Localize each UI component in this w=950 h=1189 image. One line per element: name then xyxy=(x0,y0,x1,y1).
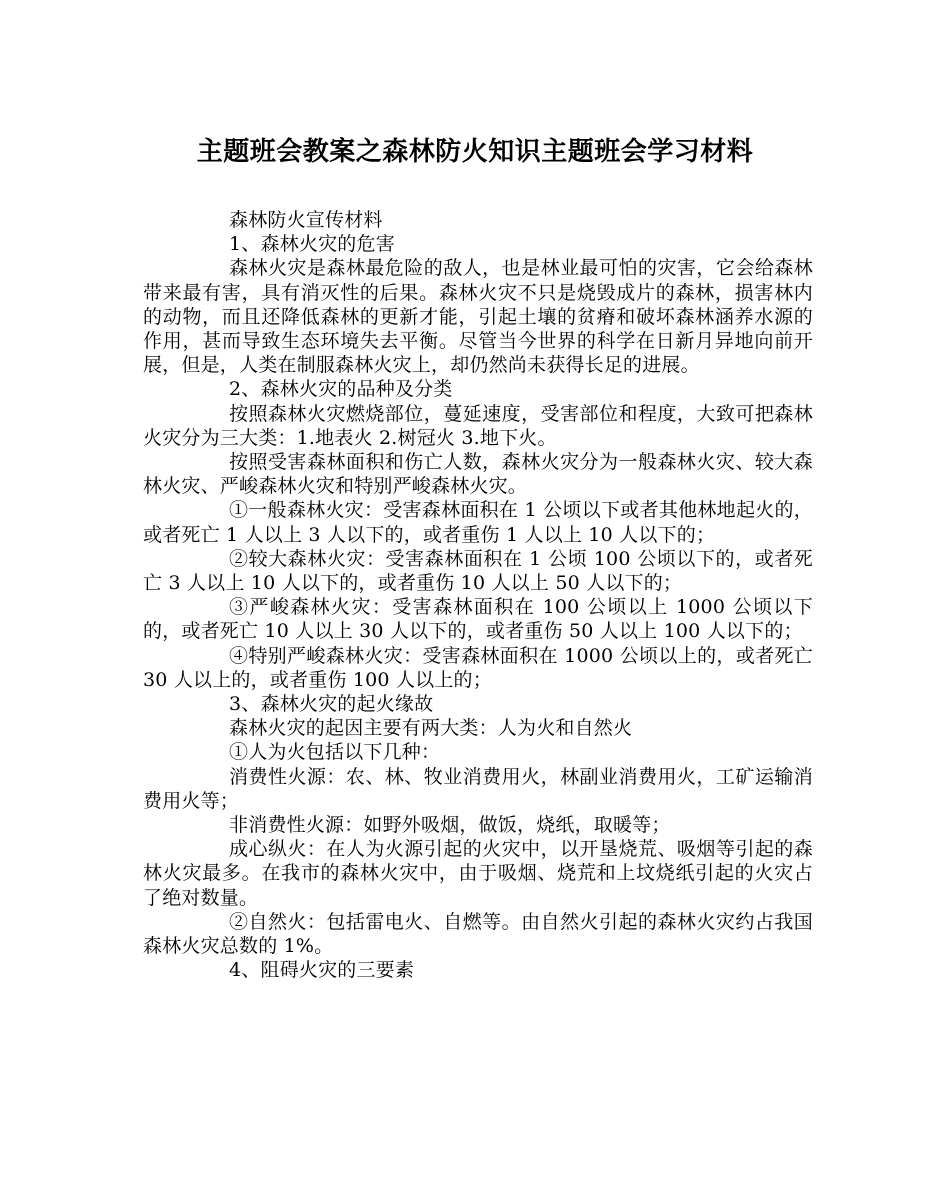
section-heading: 2、森林火灾的品种及分类 xyxy=(229,378,453,401)
doc-paragraph: ④特别严峻森林火灾：受害森林面积在 1000 公顷以上的，或者死亡 30 人以上的，或者重伤 100 人以上的； xyxy=(143,644,813,691)
section-heading: 1、森林火灾的危害 xyxy=(229,233,395,256)
section-heading: 4、阻碍火灾的三要素 xyxy=(229,959,415,982)
doc-paragraph: 成心纵火：在人为火源引起的火灾中，以开垦烧荒、吸烟等引起的森林火灾最多。在我市的森林火灾中，由于吸烟、烧荒和上坟烧纸引起的火灾占了绝对数量。 xyxy=(143,838,813,909)
doc-paragraph: 森林火灾是森林最危险的敌人，也是林业最可怕的灾害，它会给森林带来最有害，具有消灭性的后果。森林火灾不只是烧毁成片的森林，损害林内的动物，而且还降低森林的更新才能，引起土壤的贫瘠和破坏森林涵养水源的作用，甚而导致生态环境失去平衡。尽管当今世界的科学在日新月异地向前开展，但是，人类在制服森林火灾上，却仍然尚未获得长足的进展。 xyxy=(143,257,813,377)
doc-paragraph: 按照森林火灾燃烧部位，蔓延速度，受害部位和程度，大致可把森林火灾分为三大类：1.地表火 2.树冠火 3.地下火。 xyxy=(143,402,813,449)
doc-paragraph: ②较大森林火灾：受害森林面积在 1 公顷 100 公顷以下的，或者死亡 3 人以上 10 人以下的，或者重伤 10 人以上 50 人以下的； xyxy=(143,547,813,595)
document-body xyxy=(143,208,813,983)
doc-paragraph: 按照受害森林面积和伤亡人数，森林火灾分为一般森林火灾、较大森林火灾、严峻森林火灾和特别严峻森林火灾。 xyxy=(143,451,813,498)
doc-paragraph: ①一般森林火灾：受害森林面积在 1 公顷以下或者其他林地起火的，或者死亡 1 人以上 3 人以下的，或者重伤 1 人以上 10 人以下的； xyxy=(143,499,813,546)
doc-paragraph: 森林火灾的起因主要有两大类：人为火和自然火 xyxy=(229,717,633,740)
doc-paragraph: 消费性火源：农、林、牧业消费用火，林副业消费用火，工矿运输消费用火等； xyxy=(143,765,813,812)
document-title: 主题班会教案之森林防火知识主题班会学习材料 xyxy=(196,137,754,167)
doc-paragraph: ③严峻森林火灾：受害森林面积在 100 公顷以上 1000 公顷以下的，或者死亡 10 人以上 30 人以下的，或者重伤 50 人以上 100 人以下的； xyxy=(143,596,814,643)
doc-paragraph: 森林防火宣传材料 xyxy=(229,209,383,231)
doc-paragraph: 非消费性火源：如野外吸烟，做饭，烧纸，取暖等； xyxy=(229,814,671,837)
doc-paragraph: ①人为火包括以下几种： xyxy=(229,741,441,764)
section-heading: 3、森林火灾的起火缘故 xyxy=(229,693,434,716)
doc-paragraph: ②自然火：包括雷电火、自燃等。由自然火引起的森林火灾约占我国森林火灾总数的 1%。 xyxy=(143,910,813,958)
